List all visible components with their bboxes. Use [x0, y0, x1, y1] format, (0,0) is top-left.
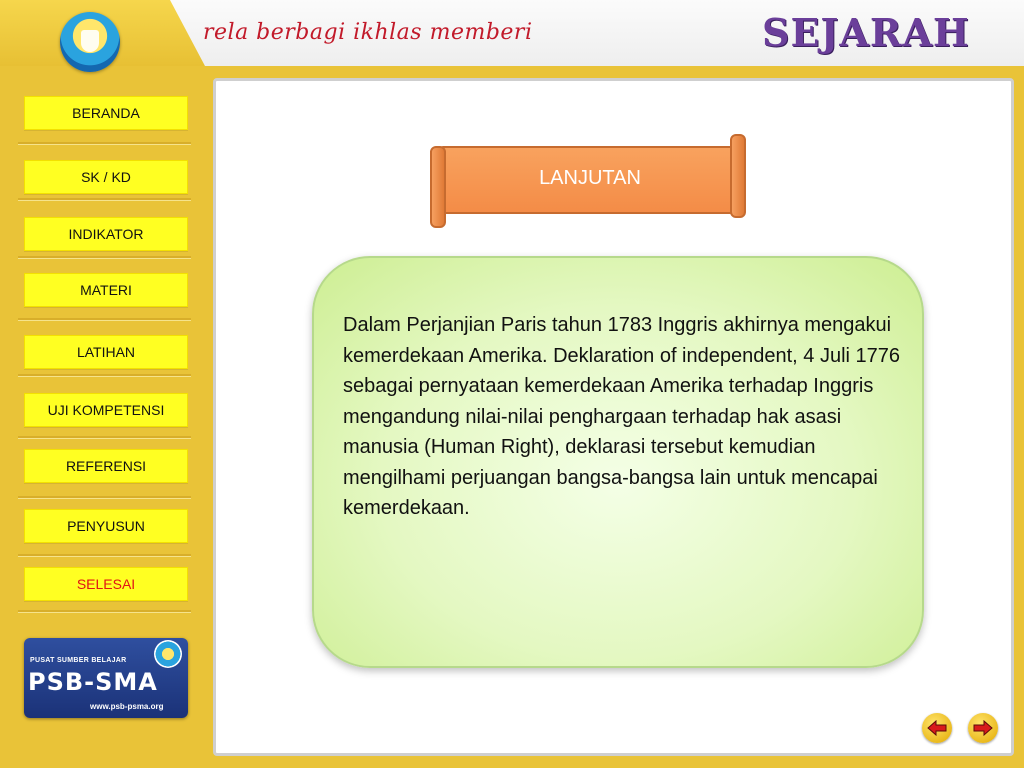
nav-divider: [18, 436, 191, 439]
arrow-left-icon: [927, 720, 947, 736]
next-slide-button[interactable]: [968, 713, 998, 743]
nav-beranda-button[interactable]: BERANDA: [24, 96, 188, 130]
content-paragraph: Dalam Perjanjian Paris tahun 1783 Inggris akhirnya mengakui kemerdekaan Amerika. Deklaration of independent, 4 Juli 1776 sebagai pernyataan kemerdekaan Amerika terhadap Inggris mengandung nilai-nilai penghargaan terhadap hak asasi manusia (Human Right), deklarasi tersebut kemudian mengilhami perjuangan bangsa-bangsa lain untuk mencapai kemerdekaan.: [343, 314, 901, 519]
nav-referensi-button[interactable]: REFERENSI: [24, 449, 188, 483]
nav-penyusun-button[interactable]: PENYUSUN: [24, 509, 188, 543]
nav-indikator-button[interactable]: INDIKATOR: [24, 217, 188, 251]
nav-divider: [18, 142, 191, 145]
nav-selesai-button[interactable]: SELESAI: [24, 567, 188, 601]
psb-sma-logo: [24, 638, 188, 718]
nav-materi-button[interactable]: MATERI: [24, 273, 188, 307]
scroll-banner: [430, 134, 748, 226]
arrow-right-icon: [973, 720, 993, 736]
banner-label: LANJUTAN: [539, 167, 641, 189]
motto-text: rela berbagi ikhlas memberi: [203, 20, 533, 45]
nav-sk-kd-button[interactable]: SK / KD: [24, 160, 188, 194]
nav-divider: [18, 374, 191, 377]
logo-top-text: PUSAT SUMBER BELAJAR: [30, 657, 127, 664]
nav-divider: [18, 610, 191, 613]
nav-latihan-button[interactable]: LATIHAN: [24, 335, 188, 369]
logo-url: www.psb-psma.org: [90, 702, 164, 711]
prev-slide-button[interactable]: [922, 713, 952, 743]
logo-name: PSB-SMA: [28, 668, 158, 696]
emblem-icon: [154, 640, 182, 668]
nav-uji-kompetensi-button[interactable]: UJI KOMPETENSI: [24, 393, 188, 427]
nav-divider: [18, 256, 191, 259]
nav-divider: [18, 318, 191, 321]
nav-divider: [18, 198, 191, 201]
nav-divider: [18, 554, 191, 557]
ministry-emblem-icon: [60, 12, 120, 72]
nav-divider: [18, 496, 191, 499]
page-title: SEJARAH: [762, 10, 970, 55]
